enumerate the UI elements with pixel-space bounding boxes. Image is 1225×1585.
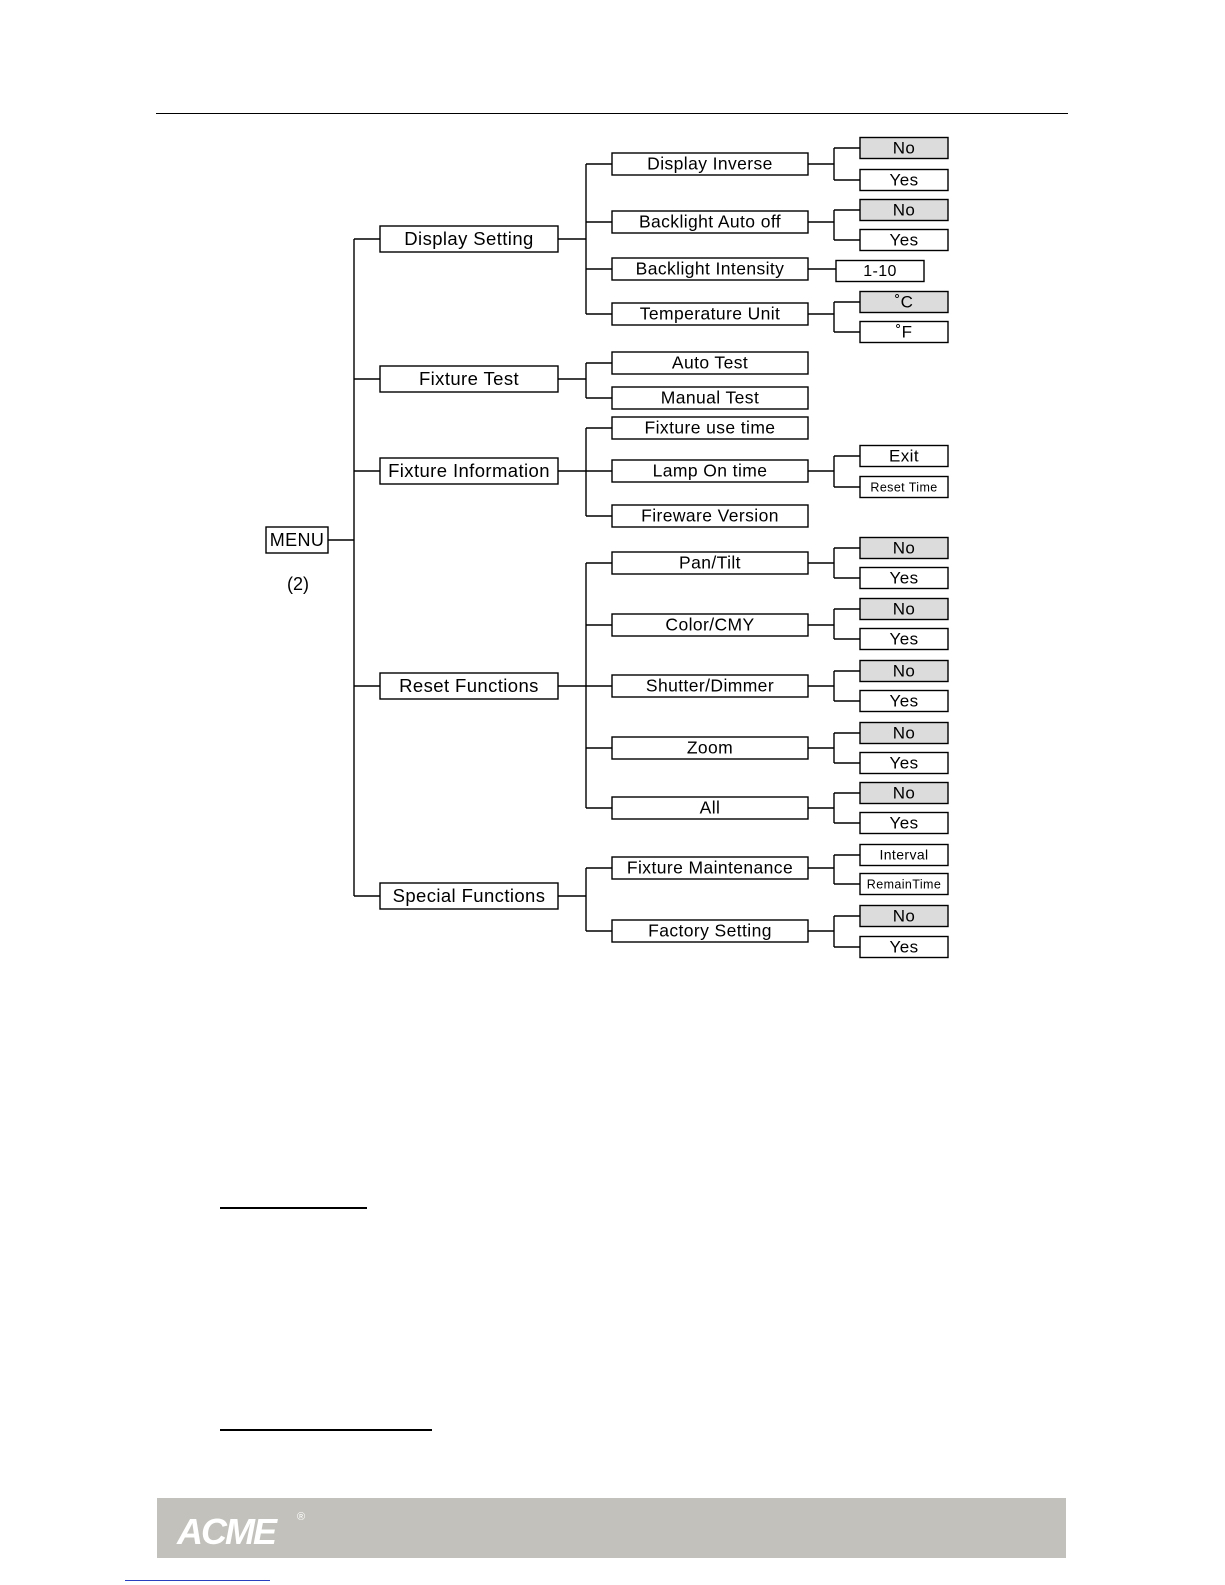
option-box <box>860 661 948 682</box>
option-box-label: Yes <box>889 813 919 833</box>
submenu-box-label: Backlight Auto off <box>638 211 782 232</box>
submenu-box-label: Fixture Maintenance <box>626 857 794 878</box>
option-box-label: Reset Time <box>870 480 938 495</box>
submenu-box-label: Lamp On time <box>652 460 768 481</box>
submenu-box <box>612 258 808 280</box>
option-box-label: No <box>892 723 916 743</box>
option-box <box>860 691 948 712</box>
option-box-label: No <box>892 906 916 926</box>
option-box <box>860 813 948 834</box>
registered-mark: ® <box>297 1511 306 1523</box>
option-box-label: Interval <box>879 846 929 863</box>
submenu-box <box>612 614 808 636</box>
option-box-label: Yes <box>889 937 919 957</box>
option-box-label: No <box>892 661 916 681</box>
branch-box <box>380 366 558 392</box>
submenu-box-label: Backlight Intensity <box>635 258 785 279</box>
option-box <box>860 446 948 467</box>
option-box <box>860 568 948 589</box>
section-underline-2 <box>220 1429 432 1431</box>
submenu-box-label: Zoom <box>686 737 734 758</box>
submenu-box-label: Display Inverse <box>647 153 773 174</box>
option-box <box>860 783 948 804</box>
option-box-label: No <box>892 538 916 558</box>
option-box-label: No <box>892 200 916 220</box>
option-box-label: Yes <box>889 753 919 773</box>
option-box <box>860 292 948 313</box>
submenu-box <box>612 460 808 482</box>
logo-text: ACME <box>177 1511 275 1552</box>
option-box-label: Yes <box>889 691 919 711</box>
option-box-label: ˚F <box>895 322 913 342</box>
option-box <box>860 845 948 866</box>
submenu-box <box>612 505 808 527</box>
submenu-box <box>612 387 808 409</box>
option-box <box>860 230 948 251</box>
submenu-box-label: Manual Test <box>660 387 760 408</box>
option-box-label: No <box>892 138 916 158</box>
option-box <box>860 937 948 958</box>
option-box <box>860 477 948 498</box>
option-box <box>860 138 948 159</box>
branch-box-label: Special Functions <box>392 884 546 906</box>
submenu-box <box>612 352 808 374</box>
option-box <box>860 906 948 927</box>
submenu-box <box>612 737 808 759</box>
submenu-box <box>612 675 808 697</box>
bottom-link-line <box>125 1580 270 1581</box>
option-box <box>860 322 948 343</box>
branch-box-label: Reset Functions <box>399 674 539 696</box>
branch-box <box>380 883 558 909</box>
submenu-box <box>612 797 808 819</box>
submenu-box <box>612 552 808 574</box>
option-box <box>860 753 948 774</box>
acme-logo <box>175 1506 315 1552</box>
submenu-box <box>612 417 808 439</box>
option-box-label: Exit <box>889 446 919 466</box>
submenu-box <box>612 211 808 233</box>
option-box <box>860 170 948 191</box>
branch-box-label: Fixture Test <box>418 367 520 389</box>
option-box <box>860 200 948 221</box>
option-box <box>860 629 948 650</box>
option-box-label: RemainTime <box>866 877 942 892</box>
submenu-box-label: Shutter/Dimmer <box>645 675 775 696</box>
footer-bar <box>157 1498 1066 1558</box>
submenu-box-label: All <box>699 797 721 818</box>
menu-root-box-label: MENU <box>269 529 325 550</box>
submenu-box <box>612 303 808 325</box>
submenu-box-label: Fireware Version <box>641 505 779 526</box>
option-box-label: Yes <box>889 629 919 649</box>
menu-root-box <box>266 527 328 553</box>
option-box-label: Yes <box>889 170 919 190</box>
submenu-box-label: Auto Test <box>671 352 749 373</box>
branch-box-label: Fixture Information <box>388 459 550 481</box>
branch-box <box>380 226 558 252</box>
submenu-box <box>612 857 808 879</box>
submenu-box-label: Pan/Tilt <box>679 552 741 573</box>
branch-box <box>380 673 558 699</box>
option-box <box>836 261 924 282</box>
submenu-box-label: Temperature Unit <box>639 303 781 324</box>
option-box <box>860 599 948 620</box>
branch-box <box>380 458 558 484</box>
option-box <box>860 874 948 895</box>
submenu-box <box>612 920 808 942</box>
option-box-label: 1-10 <box>863 263 897 281</box>
branch-box-label: Display Setting <box>404 227 534 249</box>
section-underline-1 <box>220 1207 367 1209</box>
submenu-box-label: Factory Setting <box>648 920 772 941</box>
option-box-label: ˚C <box>894 292 914 312</box>
submenu-box-label: Color/CMY <box>665 614 755 635</box>
option-box-label: Yes <box>889 230 919 250</box>
option-box <box>860 723 948 744</box>
menu-root-sublabel: (2) <box>287 573 309 594</box>
option-box <box>860 538 948 559</box>
option-box-label: No <box>892 599 916 619</box>
option-box-label: Yes <box>889 568 919 588</box>
option-box-label: No <box>892 783 916 803</box>
submenu-box-label: Fixture use time <box>644 417 776 438</box>
submenu-box <box>612 153 808 175</box>
